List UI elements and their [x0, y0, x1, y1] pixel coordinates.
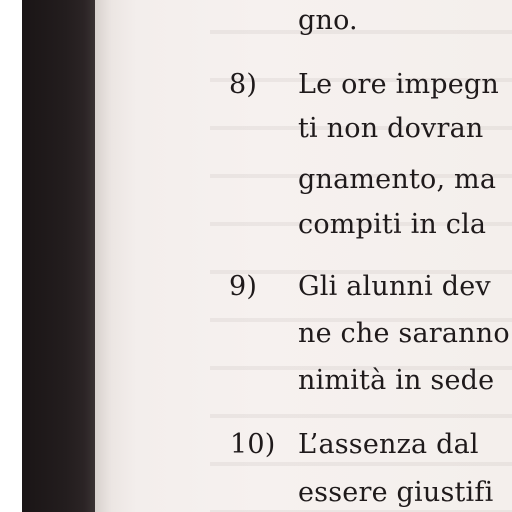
item-line: Le ore impegn: [298, 69, 499, 100]
item-number: 9): [229, 271, 258, 302]
item-number: 10): [230, 429, 276, 460]
item-line: essere giustifi: [298, 477, 494, 508]
item-line: compiti in cla: [298, 209, 487, 240]
item-line: ne che saranno: [298, 318, 510, 349]
item-number: 8): [229, 69, 258, 100]
item-line: Gli alunni dev: [298, 271, 491, 302]
item-line: gnamento, ma: [298, 164, 497, 195]
continued-line: gno.: [298, 5, 358, 36]
item-line: ti non dovran: [298, 113, 484, 144]
item-line: L’assenza dal: [298, 429, 479, 460]
item-line: nimità in sede: [298, 365, 495, 396]
